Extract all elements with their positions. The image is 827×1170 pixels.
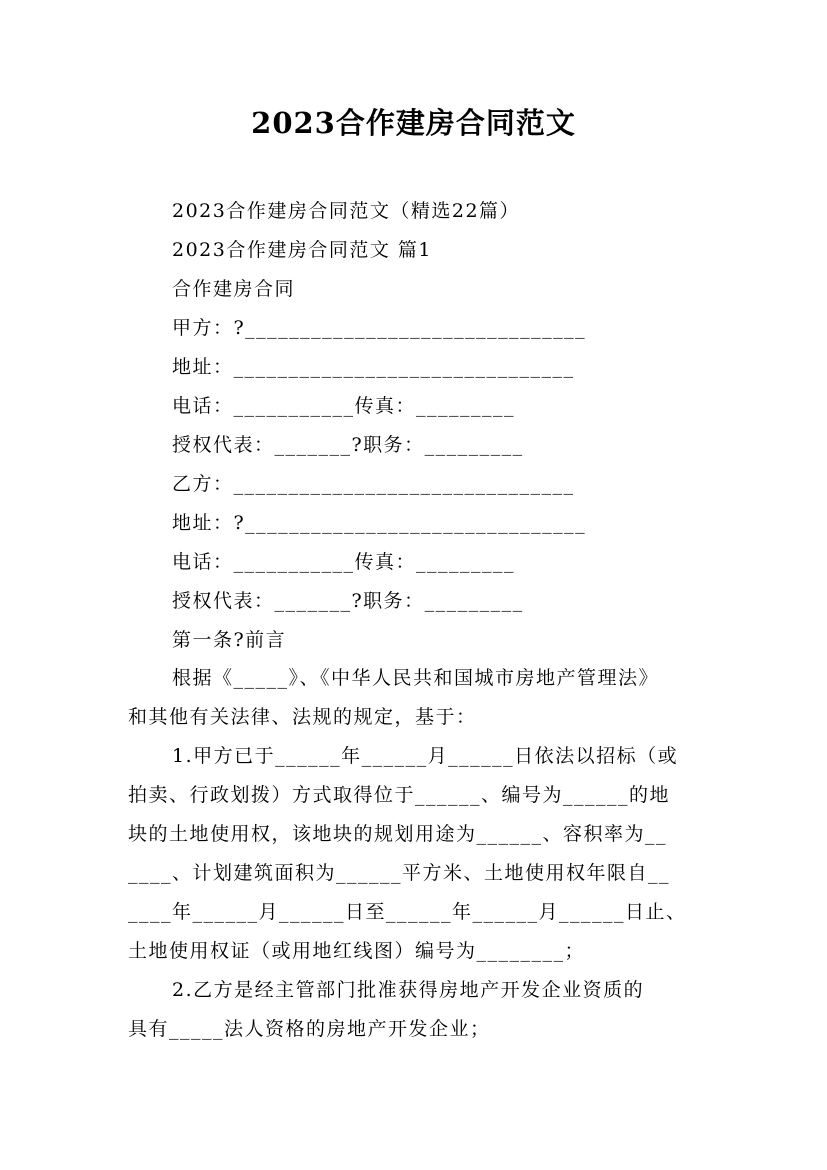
paragraph-line: 根据《_____》、《中华人民共和国城市房地产管理法》 <box>172 667 660 689</box>
article-one-heading: 第一条?前言 <box>172 629 287 651</box>
subtitle-line: 2023合作建房合同范文（精选22篇） <box>172 200 521 222</box>
party-b-address-field: 地址：?_______________________________ <box>172 512 587 534</box>
paragraph-line: 2.乙方是经主管部门批准获得房地产开发企业资质的 <box>172 979 645 1001</box>
paragraph-line: 块的土地使用权，该地块的规划用途为______、容积率为__ <box>128 823 668 845</box>
paragraph-line: ____、计划建筑面积为______平方米、土地使用权年限自__ <box>128 862 671 884</box>
paragraph-line: 土地使用权证（或用地红线图）编号为________； <box>128 940 586 962</box>
party-a-phone-fax-field: 电话：___________传真：_________ <box>172 395 516 417</box>
contract-name: 合作建房合同 <box>172 278 296 300</box>
party-b-phone-fax-field: 电话：___________传真：_________ <box>172 551 516 573</box>
section-heading: 2023合作建房合同范文 篇1 <box>172 239 432 261</box>
party-a-representative-field: 授权代表：_______?职务：_________ <box>172 434 524 456</box>
party-a-address-field: 地址：_______________________________ <box>172 356 575 378</box>
party-a-field: 甲方：?_______________________________ <box>172 317 587 339</box>
paragraph-line: 拍卖、行政划拨）方式取得位于______、编号为______的地 <box>128 784 671 806</box>
party-b-field: 乙方：_______________________________ <box>172 473 575 495</box>
paragraph-line: 和其他有关法律、法规的规定，基于： <box>128 706 477 728</box>
party-b-representative-field: 授权代表：_______?职务：_________ <box>172 590 524 612</box>
paragraph-line: 1.甲方已于______年______月______日依法以招标（或 <box>172 745 679 767</box>
paragraph-line: ____年______月______日至______年______月______日止、 <box>128 901 687 923</box>
document-title: 2023合作建房合同范文 <box>251 106 576 140</box>
paragraph-line: 具有_____法人资格的房地产开发企业； <box>128 1018 491 1040</box>
